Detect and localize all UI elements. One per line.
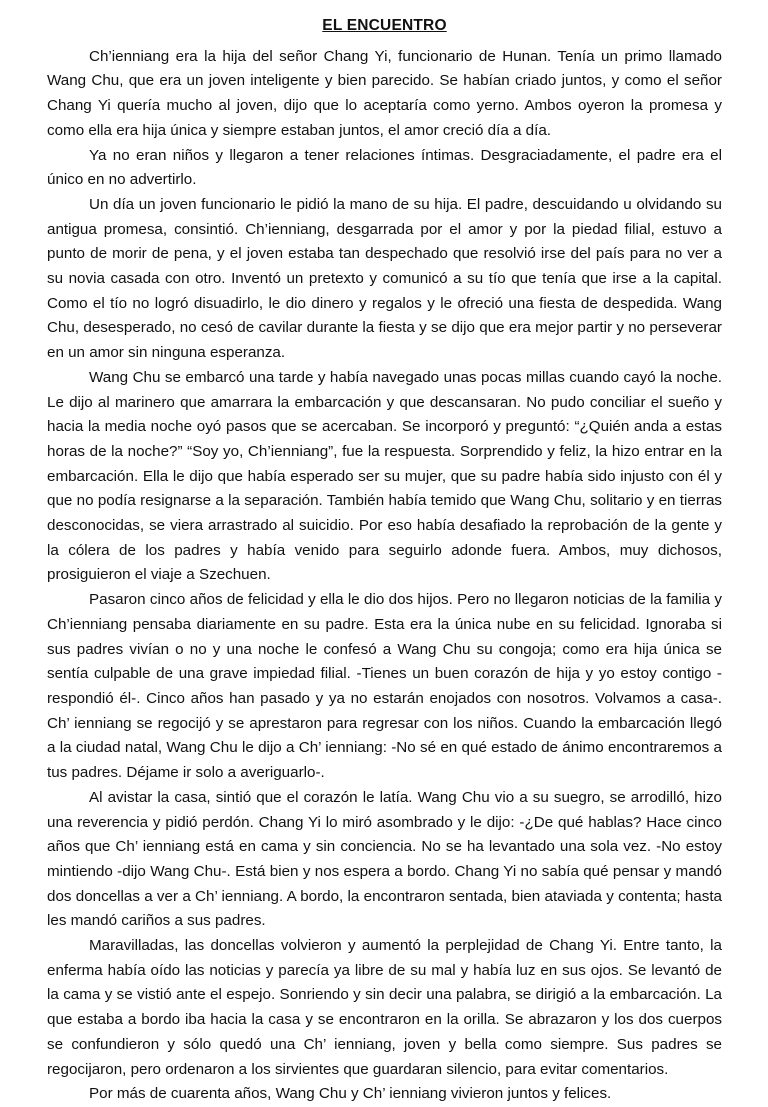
paragraph-7: Maravilladas, las doncellas volvieron y aumentó la perplejidad de Chang Yi. Entre tanto, la enferma había oído las noticias y parecía ya libre de su mal y había luz en sus ojos. Se levantó de la cama y se vistió ante el espejo. Sonriendo y sin decir una palabra, se dirigió a la embarcación. La que estaba a bordo iba hacia la casa y se encontraron en la orilla. Se abrazaron y los dos cuerpos se confundieron y sólo quedó una Ch’ ienniang, joven y bella como siempre. Sus padres se regocijaron, pero ordenaron a los sirvientes que guardaran silencio, para evitar comentarios.: [47, 937, 722, 1078]
paragraph-8: Por más de cuarenta años, Wang Chu y Ch’ ienniang vivieron juntos y felices.: [89, 1085, 612, 1103]
paragraph-6: Al avistar la casa, sintió que el corazón le latía. Wang Chu vio a su suegro, se arrodilló, hizo una reverencia y pidió perdón. Chang Yi lo miró asombrado y le dijo: -¿De qué hablas? Hace cinco años que Ch’ ienniang está en cama y sin conciencia. No se ha levantado una sola vez. -No estoy mintiendo -dijo Wang Chu-. Está bien y nos espera a bordo. Chang Yi no sabía qué pensar y mandó dos doncellas a ver a Ch’ ienniang. A bordo, la encontraron sentada, bien ataviada y contenta; hasta les mandó cariños a sus padres.: [47, 788, 722, 930]
paragraph-5: Pasaron cinco años de felicidad y ella le dio dos hijos. Pero no llegaron noticias de la familia y Ch’ienniang pensaba diariamente en su padre. Esta era la única nube en su felicidad. Ignoraba si sus padres vivían o no y una noche le confesó a Wang Chu su congoja; como era hija única se sentía culpable de una grave impiedad filial. -Tienes un buen corazón de hija y yo estoy contigo -respondió él-. Cinco años han pasado y ya no estarán enojados con nosotros. Volvamos a casa-. Ch’ ienniang se regocijó y se aprestaron para regresar con los niños. Cuando la embarcación llegó a la ciudad natal, Wang Chu le dijo a Ch’ ienniang: -No sé en qué estado de ánimo encontraremos a tus padres. Déjame ir solo a averiguarlo-.: [47, 591, 722, 782]
paragraph-1: Ch’ienniang era la hija del señor Chang Yi, funcionario de Hunan. Tenía un primo llamado Wang Chu, que era un joven inteligente y bien parecido. Se habían criado juntos, y como el señor Chang Yi quería mucho al joven, dijo que lo aceptaría como yerno. Ambos oyeron la promesa y como ella era hija única y siempre estaban juntos, el amor creció día a día.: [47, 47, 722, 139]
document-page: [47, 14, 722, 1107]
paragraph-3: Un día un joven funcionario le pidió la mano de su hija. El padre, descuidando u olvidando su antigua promesa, consintió. Ch’ienniang, desgarrada por el amor y por la piedad filial, estuvo a punto de morir de pena, y el joven estaba tan despechado que resolvió irse del país para no ver a su novia casada con otro. Inventó un pretexto y comunicó a su tío que tenía que irse a la capital. Como el tío no logró disuadirlo, le dio dinero y regalos y le ofreció una fiesta de despedida. Wang Chu, desesperado, no cesó de cavilar durante la fiesta y se dijo que era mejor partir y no perseverar en un amor sin ninguna esperanza.: [47, 195, 722, 362]
document-title: EL ENCUENTRO: [322, 17, 447, 34]
paragraph-4: Wang Chu se embarcó una tarde y había navegado unas pocas millas cuando cayó la noche. Le dijo al marinero que amarrara la embarcación y que descansaran. No pudo conciliar el sueño y hacia la media noche oyó pasos que se acercaban. Se incorporó y preguntó: “¿Quién anda a estas horas de la noche?” “Soy yo, Ch’ienniang”, fue la respuesta. Sorprendido y feliz, la hizo entrar en la embarcación. Ella le dijo que había esperado ser su mujer, que su padre había sido injusto con él y que no podía resignarse a la separación. También había temido que Wang Chu, solitario y en tierras desconocidas, se viera arrastrado al suicidio. Por eso había desafiado la reprobación de la gente y la cólera de los padres y había venido para seguirlo adonde fuera. Ambos, muy dichosos, prosiguieron el viaje a Szechuen.: [47, 368, 722, 584]
paragraph-2: Ya no eran niños y llegaron a tener relaciones íntimas. Desgraciadamente, el padre era el único en no advertirlo.: [47, 146, 722, 189]
